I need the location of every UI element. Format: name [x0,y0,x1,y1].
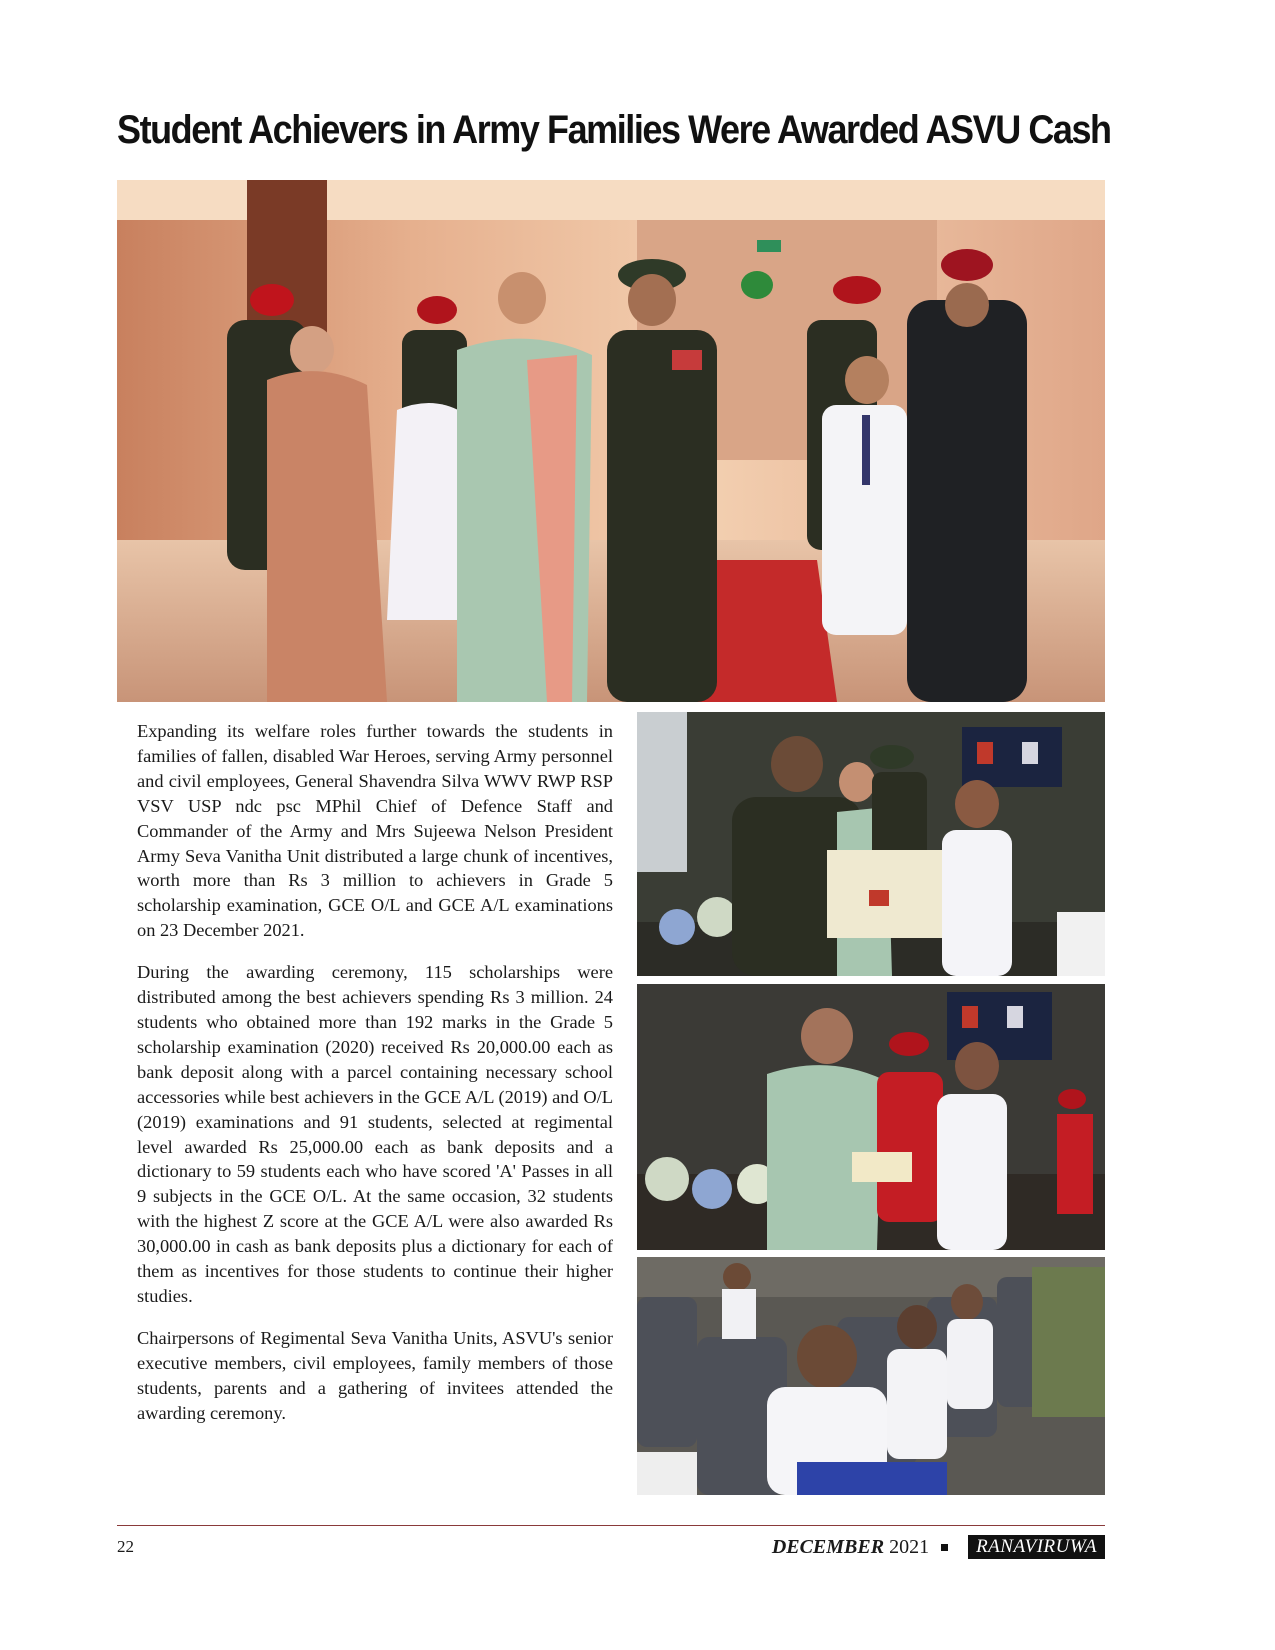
article-paragraph: During the awarding ceremony, 115 scholarships were distributed among the best achievers spending Rs 3 million. 24 students who obtained more than 192 marks in the Grade 5 scholarship examination (2020) received Rs 20,000.00 each as bank deposit along with a parcel containing necessary school accessories while best achievers in the GCE A/L (2019) and O/L (2019) examinations and 91 students, selected at regimental level awarded Rs 25,000.00 each as bank deposits and a dictionary to 59 students each who have scored 'A' Passes in all 9 subjects in the GCE O/L. At the same occasion, 32 students with the highest Z score at the GCE A/L were also awarded Rs 30,000.00 in cash as bank deposits plus a dictionary for each of them as incentives for those students to continue their higher studies. [137,962,613,1306]
article-body [137,719,613,1442]
footer-rule [117,1525,1105,1526]
issue-date [772,1536,929,1559]
students-seated-photo [637,1257,1105,1495]
issue-year: 2021 [889,1535,930,1558]
hero-photo [117,180,1105,702]
footer-issue [772,1535,1105,1559]
magazine-name: RANAVIRUWA [968,1535,1105,1559]
article-title: Student Achievers in Army Families Were Awarded ASVU Cash [117,108,1111,152]
footer-separator [941,1544,948,1551]
award-photo-commander [637,712,1105,976]
issue-month: DECEMBER [771,1535,885,1558]
article-paragraph: Expanding its welfare roles further towards the students in families of fallen, disabled War Heroes, serving Army personnel and civil employees, General Shavendra Silva WWV RWP RSP VSV USP ndc psc MPhil Chief of Defence Staff and Commander of the Army and Mrs Sujeewa Nelson President Army Seva Vanitha Unit distributed a large chunk of incentives, worth more than Rs 3 million to achievers in Grade 5 scholarship examination, GCE O/L and GCE A/L examinations on 23 December 2021. [137,721,613,941]
article-paragraph: Chairpersons of Regimental Seva Vanitha Units, ASVU's senior executive members, civil employees, family members of those students, parents and a gathering of invitees attended the awarding ceremony. [137,1327,613,1423]
page-number: 22 [117,1537,134,1556]
award-photo-seva-vanitha [637,984,1105,1250]
